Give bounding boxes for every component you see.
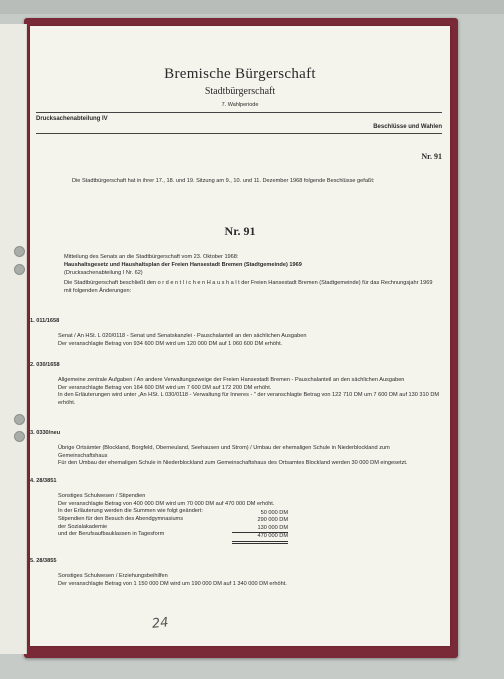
header-rule-top xyxy=(36,112,442,113)
previous-page-edge xyxy=(0,24,27,654)
budget-item-3 xyxy=(30,430,440,468)
header-rule-bottom xyxy=(36,133,442,134)
amount-row: 290 000 DM xyxy=(257,517,288,524)
amount-row: 130 000 DM xyxy=(232,525,288,533)
punch-hole-4 xyxy=(14,431,25,442)
punch-hole-2 xyxy=(14,264,25,275)
intro-paragraph: Die Stadtbürgerschaft hat in ihrer 17., 18. und 19. Sitzung am 9., 10. und 11. Dezember 1968 folgende Beschlüsse gefaßt: xyxy=(72,178,375,184)
item-number: 4. 28/3851 xyxy=(30,478,57,484)
amount-row: 50 000 DM xyxy=(260,510,288,516)
budget-item-2 xyxy=(30,362,440,408)
senate-message: Mitteilung des Senats an die Stadtbürgerschaft vom 23. Oktober 1968: xyxy=(64,254,239,260)
legislative-period: 7. Wahlperiode xyxy=(221,102,259,108)
budget-item-1 xyxy=(30,318,440,348)
printed-matter-ref: (Drucksachenabteilung I Nr. 62) xyxy=(64,270,143,276)
amount-total: 470 000 DM xyxy=(232,533,288,543)
chamber-subtitle: Stadtbürgerschaft xyxy=(204,86,276,97)
item-text: Übrige Ortsämter (Blockland, Borgfeld, Oberneuland, Seehausen und Strom) / Umbau der ehemaligen Schule in Niederblockland zum Gemeinschaftshaus Für den Umbau der ehemaligen Schule in Niederblockland zum Gemeinschaftshaus des Ortsamtes Blockland werden 30 000 DM eingesetzt. xyxy=(58,445,408,467)
item-text: Senat / An HSt. L 020/0118 - Senat und Senatskanzlei - Pauschalanteil an den sächlichen Ausgaben Der veranschlagte Betrag von 934 600 DM wird um 120 000 DM auf 1 060 600 DM erhöht. xyxy=(58,333,307,347)
binder-top-edge xyxy=(0,0,504,14)
item-text: Sonstiges Schulwesen / Erziehungsbeihilfen Der veranschlagte Betrag von 1 150 000 DM wird um 190 000 DM auf 1 340 000 DM erhöht. xyxy=(58,573,287,587)
budget-law-title: Haushaltsgesetz und Haushaltsplan der Freien Hansestadt Bremen (Stadtgemeinde) 1969 xyxy=(64,262,302,268)
item-text: Sonstiges Schulwesen / Stipendien Der veranschlagte Betrag von 400 000 DM wird um 70 000 DM auf 470 000 DM erhöht. In der Erläuterung werden die Summen wie folgt geändert: Stipendien für den Besuch des Abendgymnasiums der Sozialakademie und der Berufsaufbauklassen in Tagesform xyxy=(58,493,275,538)
budget-item-5 xyxy=(30,558,440,588)
item-text: Allgemeine zentrale Aufgaben / An andere Verwaltungszweige der Freien Hansestadt Bremen - Pauschalanteil an den sächlichen Ausgaben Der veranschlagte Betrag von 164 600 DM wird um 7 600 DM auf 172 200 DM erhöht. In den Erläuterungen wird unter „An HSt. L 030/0118 - Verwaltung für Inneres - " der veranschlagte Betrag von 122 710 DM um 7 600 DM auf 130 310 DM erhöht. xyxy=(58,377,440,406)
section-right-label: Beschlüsse und Wahlen xyxy=(373,124,442,130)
handwritten-page-number: 24 xyxy=(151,615,170,632)
parliament-title: Bremische Bürgerschaft xyxy=(164,66,316,82)
punch-hole-1 xyxy=(14,246,25,257)
doc-number-large: Nr. 91 xyxy=(224,224,256,238)
item-number: 3. 0330/neu xyxy=(30,430,61,436)
item-number: 1. 011/1658 xyxy=(30,318,60,324)
doc-number-small: Nr. 91 xyxy=(421,152,442,161)
resolution-text: Die Stadtbürgerschaft beschließt den o r d e n t l i c h e n H a u s h a l t der Freien Hansestadt Bremen (Stadtgemeinde) für das Rechnungsjahr 1969 mit folgenden Änderungen: xyxy=(64,280,433,294)
item-number: 2. 030/1658 xyxy=(30,362,60,368)
document-page xyxy=(30,26,450,646)
section-left-label: Drucksachenabteilung IV xyxy=(36,116,108,122)
punch-hole-3 xyxy=(14,414,25,425)
item-number: 5. 28/3855 xyxy=(30,558,57,564)
stipend-amounts xyxy=(232,510,288,544)
